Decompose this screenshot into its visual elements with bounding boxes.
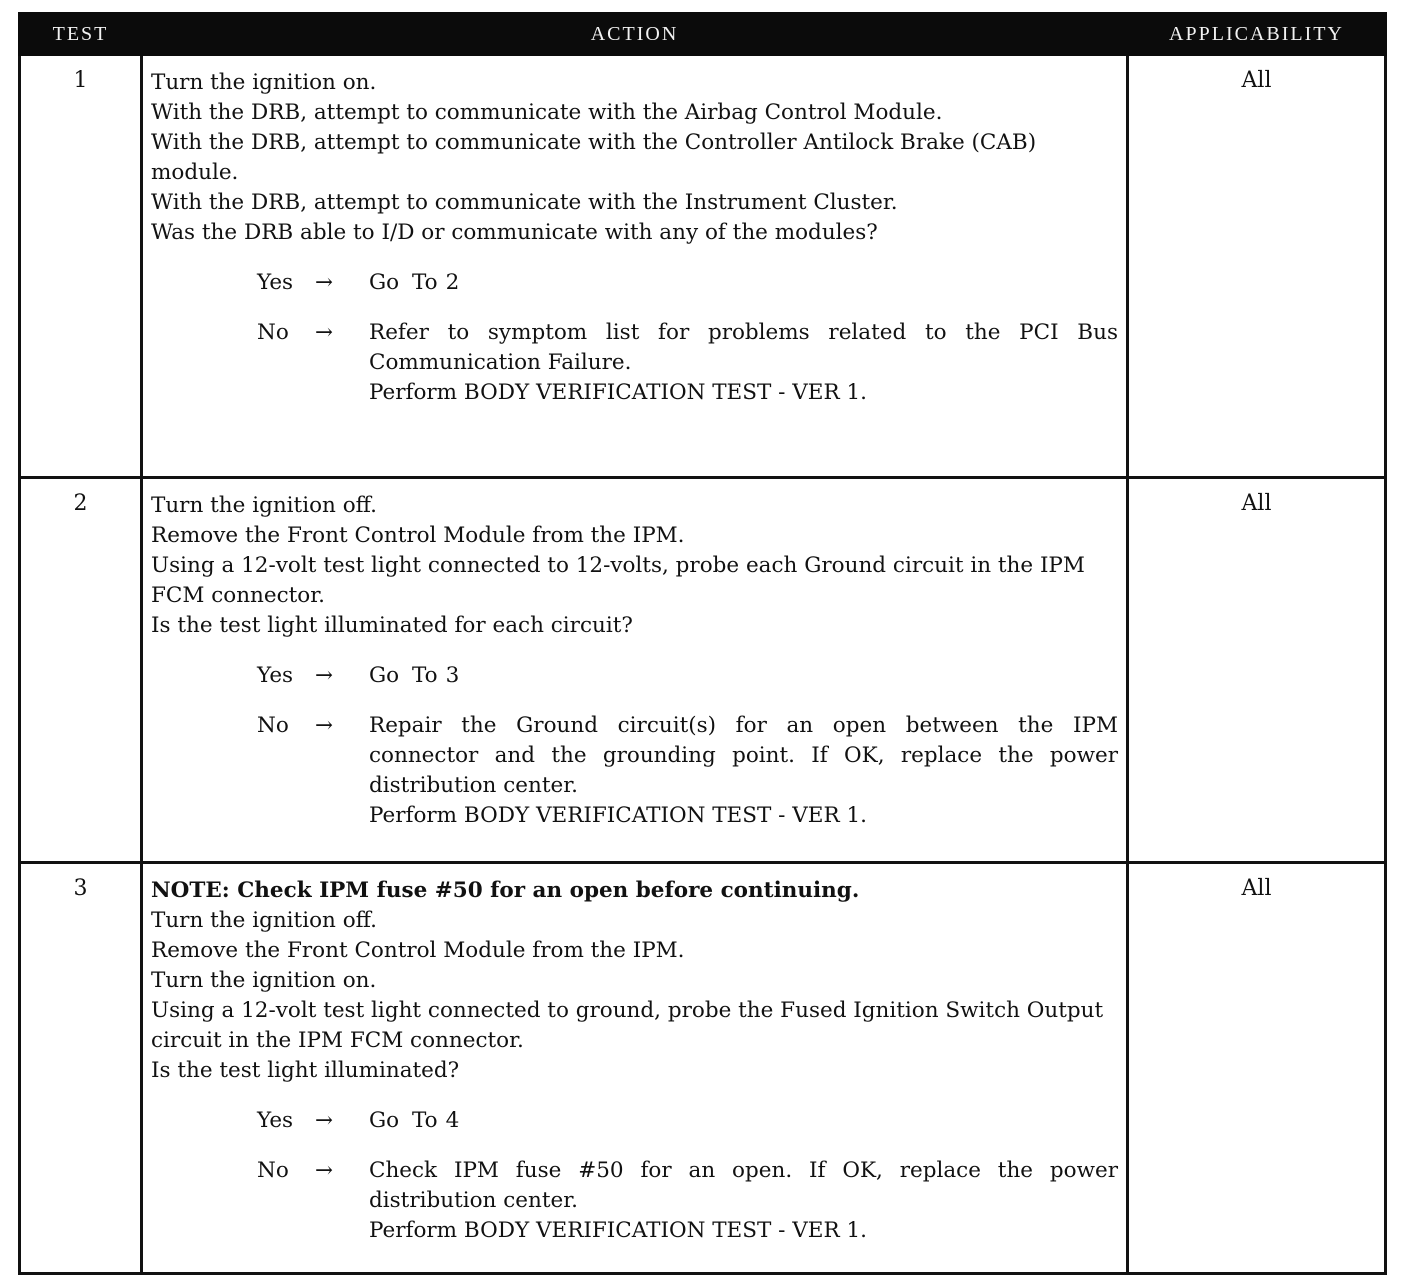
goto-target: 4 xyxy=(445,1108,460,1133)
goto-target: 2 xyxy=(445,270,460,295)
diagnostic-test-table xyxy=(18,12,1387,1275)
header-test: TEST xyxy=(20,14,142,55)
goto-label: Go To xyxy=(369,1108,438,1133)
header-action: ACTION xyxy=(142,14,1128,55)
arrow-right-icon: → xyxy=(315,270,334,295)
perform-verification: Perform BODY VERIFICATION TEST - VER 1. xyxy=(369,1218,868,1243)
table-row xyxy=(20,863,1386,1274)
outcome-yes-label: Yes xyxy=(257,1108,294,1133)
goto-reference xyxy=(369,268,1118,298)
action-step: Turn the ignition off. xyxy=(151,493,377,518)
action-cell xyxy=(142,55,1128,478)
outcome-no xyxy=(257,711,1118,831)
action-step: With the DRB, attempt to communicate with the Airbag Control Module. xyxy=(151,100,943,125)
test-number: 3 xyxy=(20,863,142,1274)
action-step: Using a 12-volt test light connected to ground, probe the Fused Ignition Switch Output circuit in the IPM FCM connector. xyxy=(151,998,1104,1053)
goto-reference xyxy=(369,1106,1118,1136)
test-number: 1 xyxy=(20,55,142,478)
outcome-yes xyxy=(257,268,1118,298)
action-step: With the DRB, attempt to communicate with the Instrument Cluster. xyxy=(151,190,898,215)
outcome-no-text xyxy=(369,1156,1118,1246)
arrow-right-icon: → xyxy=(315,320,334,345)
action-step: Is the test light illuminated for each circuit? xyxy=(151,613,633,638)
action-step: Using a 12-volt test light connected to 12-volts, probe each Ground circuit in the IPM FCM connector. xyxy=(151,553,1085,608)
table-row xyxy=(20,55,1386,478)
arrow-right-icon: → xyxy=(315,1108,334,1133)
outcome-no-instruction: Check IPM fuse #50 for an open. If OK, replace the power distribution center. xyxy=(369,1158,1118,1213)
applicability-value: All xyxy=(1128,863,1386,1274)
outcome-yes-label: Yes xyxy=(257,663,294,688)
outcome-no xyxy=(257,318,1118,408)
action-cell xyxy=(142,478,1128,863)
goto-label: Go To xyxy=(369,270,438,295)
outcome-no-text xyxy=(369,711,1118,831)
arrow-right-icon: → xyxy=(315,1158,334,1183)
outcome-yes-label: Yes xyxy=(257,270,294,295)
action-step: Was the DRB able to I/D or communicate with any of the modules? xyxy=(151,220,878,245)
perform-verification: Perform BODY VERIFICATION TEST - VER 1. xyxy=(369,380,868,405)
outcome-no-instruction: Repair the Ground circuit(s) for an open between the IPM connector and the grounding point. If OK, replace the power distribution center. xyxy=(369,713,1118,798)
outcome-no xyxy=(257,1156,1118,1246)
outcome-yes xyxy=(257,661,1118,691)
outcome-no-text xyxy=(369,318,1118,408)
action-step: Is the test light illuminated? xyxy=(151,1058,460,1083)
applicability-value: All xyxy=(1128,478,1386,863)
applicability-value: All xyxy=(1128,55,1386,478)
outcome-no-label: No xyxy=(257,320,289,345)
outcome-yes xyxy=(257,1106,1118,1136)
outcome-no-label: No xyxy=(257,713,289,738)
action-cell xyxy=(142,863,1128,1274)
action-step: Turn the ignition on. xyxy=(151,70,377,95)
goto-target: 3 xyxy=(445,663,460,688)
goto-label: Go To xyxy=(369,663,438,688)
header-applicability: APPLICABILITY xyxy=(1128,14,1386,55)
arrow-right-icon: → xyxy=(315,713,334,738)
arrow-right-icon: → xyxy=(315,663,334,688)
action-step: Turn the ignition off. xyxy=(151,908,377,933)
outcome-no-instruction: Refer to symptom list for problems related to the PCI Bus Communication Failure. xyxy=(369,320,1118,375)
perform-verification: Perform BODY VERIFICATION TEST - VER 1. xyxy=(369,803,868,828)
action-step: Remove the Front Control Module from the IPM. xyxy=(151,523,685,548)
table-header-row xyxy=(20,14,1386,55)
action-step: Remove the Front Control Module from the IPM. xyxy=(151,938,685,963)
outcome-no-label: No xyxy=(257,1158,289,1183)
goto-reference xyxy=(369,661,1118,691)
action-step: With the DRB, attempt to communicate with the Controller Antilock Brake (CAB) module. xyxy=(151,130,1037,185)
table-row xyxy=(20,478,1386,863)
action-note: NOTE: Check IPM fuse #50 for an open before continuing. xyxy=(151,878,860,903)
action-step: Turn the ignition on. xyxy=(151,968,377,993)
test-number: 2 xyxy=(20,478,142,863)
